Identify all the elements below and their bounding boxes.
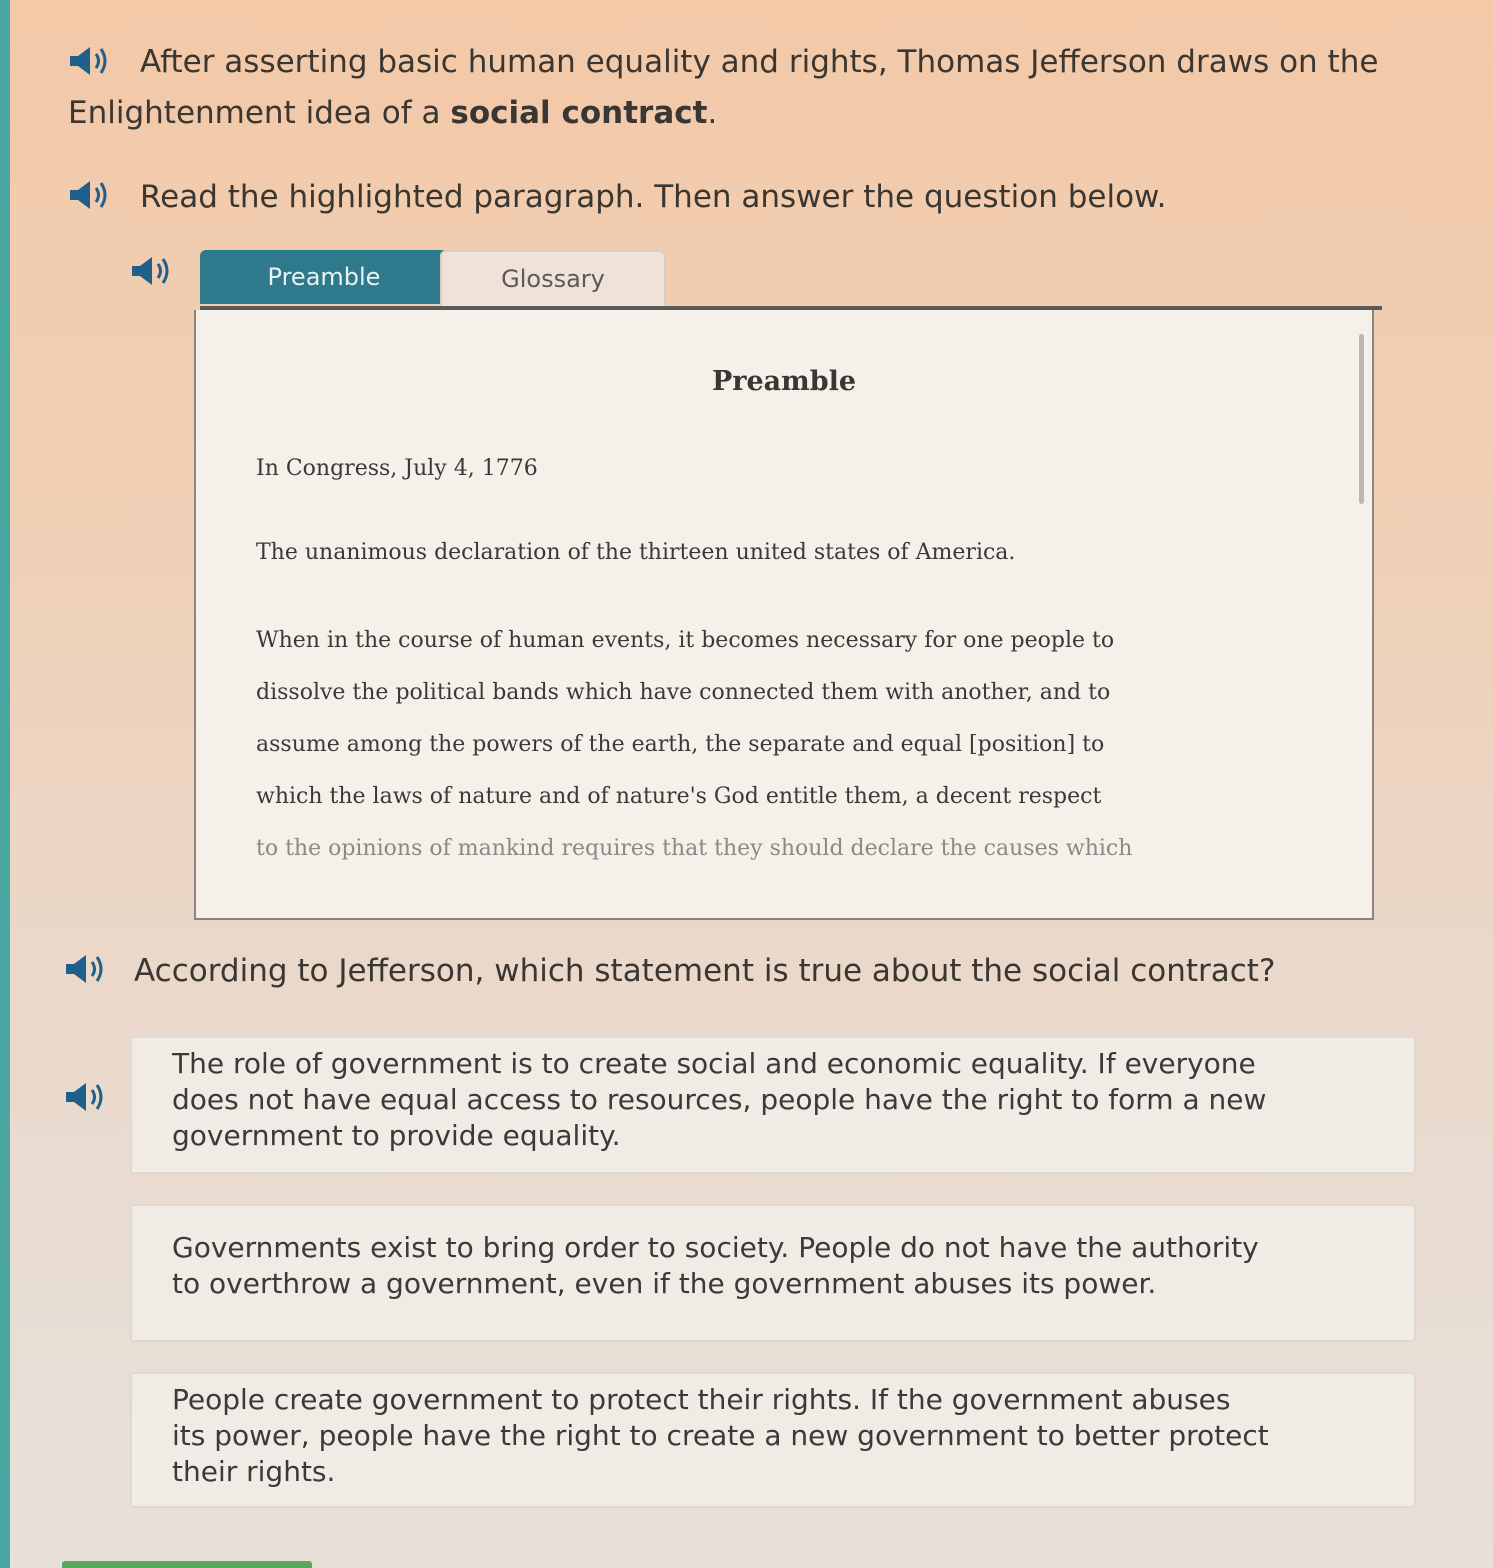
choice-line: does not have equal access to resources, people have the right to form a new — [172, 1083, 1267, 1116]
speaker-icon[interactable] — [66, 178, 112, 212]
passage-body-line: dissolve the political bands which have connected them with another, and to — [256, 680, 1111, 705]
passage-body-line: to the opinions of mankind requires that they should declare the causes which — [256, 836, 1133, 861]
social-contract-term: social contract — [450, 95, 708, 131]
answer-choice-1[interactable] — [130, 1036, 1416, 1174]
passage-body-line: assume among the powers of the earth, the separate and equal [position] to — [256, 732, 1105, 757]
passage-tabs — [200, 250, 670, 308]
instruction-text: Read the highlighted paragraph. Then answer the question below. — [140, 179, 1167, 215]
tab-glossary[interactable]: Glossary — [440, 250, 666, 306]
answer-choice-2[interactable] — [130, 1204, 1416, 1342]
choice-line: its power, people have the right to create a new government to better protect — [172, 1419, 1269, 1452]
passage-date-line: In Congress, July 4, 1776 — [256, 456, 538, 481]
intro-text-suffix: . — [707, 95, 718, 131]
speaker-icon[interactable] — [62, 1080, 108, 1114]
intro-text-line1: After asserting basic human equality and rights, Thomas Jefferson draws on the — [140, 44, 1379, 80]
choice-line: Governments exist to bring order to society. People do not have the authority — [172, 1231, 1259, 1264]
choice-line: their rights. — [172, 1455, 336, 1488]
intro-text-prefix: Enlightenment idea of a — [68, 95, 451, 131]
choice-line: government to provide equality. — [172, 1119, 621, 1152]
choice-line: The role of government is to create social and economic equality. If everyone — [172, 1047, 1256, 1080]
passage-body-line: When in the course of human events, it becomes necessary for one people to — [256, 628, 1115, 653]
passage-title: Preamble — [711, 366, 857, 397]
passage-scrollbar[interactable] — [1359, 334, 1364, 504]
speaker-icon[interactable] — [66, 44, 112, 78]
answer-choice-3[interactable] — [130, 1372, 1416, 1508]
speaker-icon[interactable] — [128, 254, 174, 288]
passage-body-line: which the laws of nature and of nature's God entitle them, a decent respect — [256, 784, 1102, 809]
choice-line: People create government to protect their rights. If the government abuses — [172, 1383, 1231, 1416]
left-accent-stripe — [0, 0, 10, 1568]
choice-line: to overthrow a government, even if the government abuses its power. — [172, 1267, 1157, 1300]
passage-panel[interactable] — [194, 310, 1374, 920]
intro-text-line2 — [68, 88, 717, 138]
speaker-icon[interactable] — [62, 952, 108, 986]
tab-preamble[interactable]: Preamble — [200, 250, 448, 304]
passage-subtitle: The unanimous declaration of the thirteen united states of America. — [256, 540, 1016, 565]
submit-button-edge[interactable] — [62, 1561, 312, 1568]
question-text: According to Jefferson, which statement is true about the social contract? — [134, 953, 1276, 989]
